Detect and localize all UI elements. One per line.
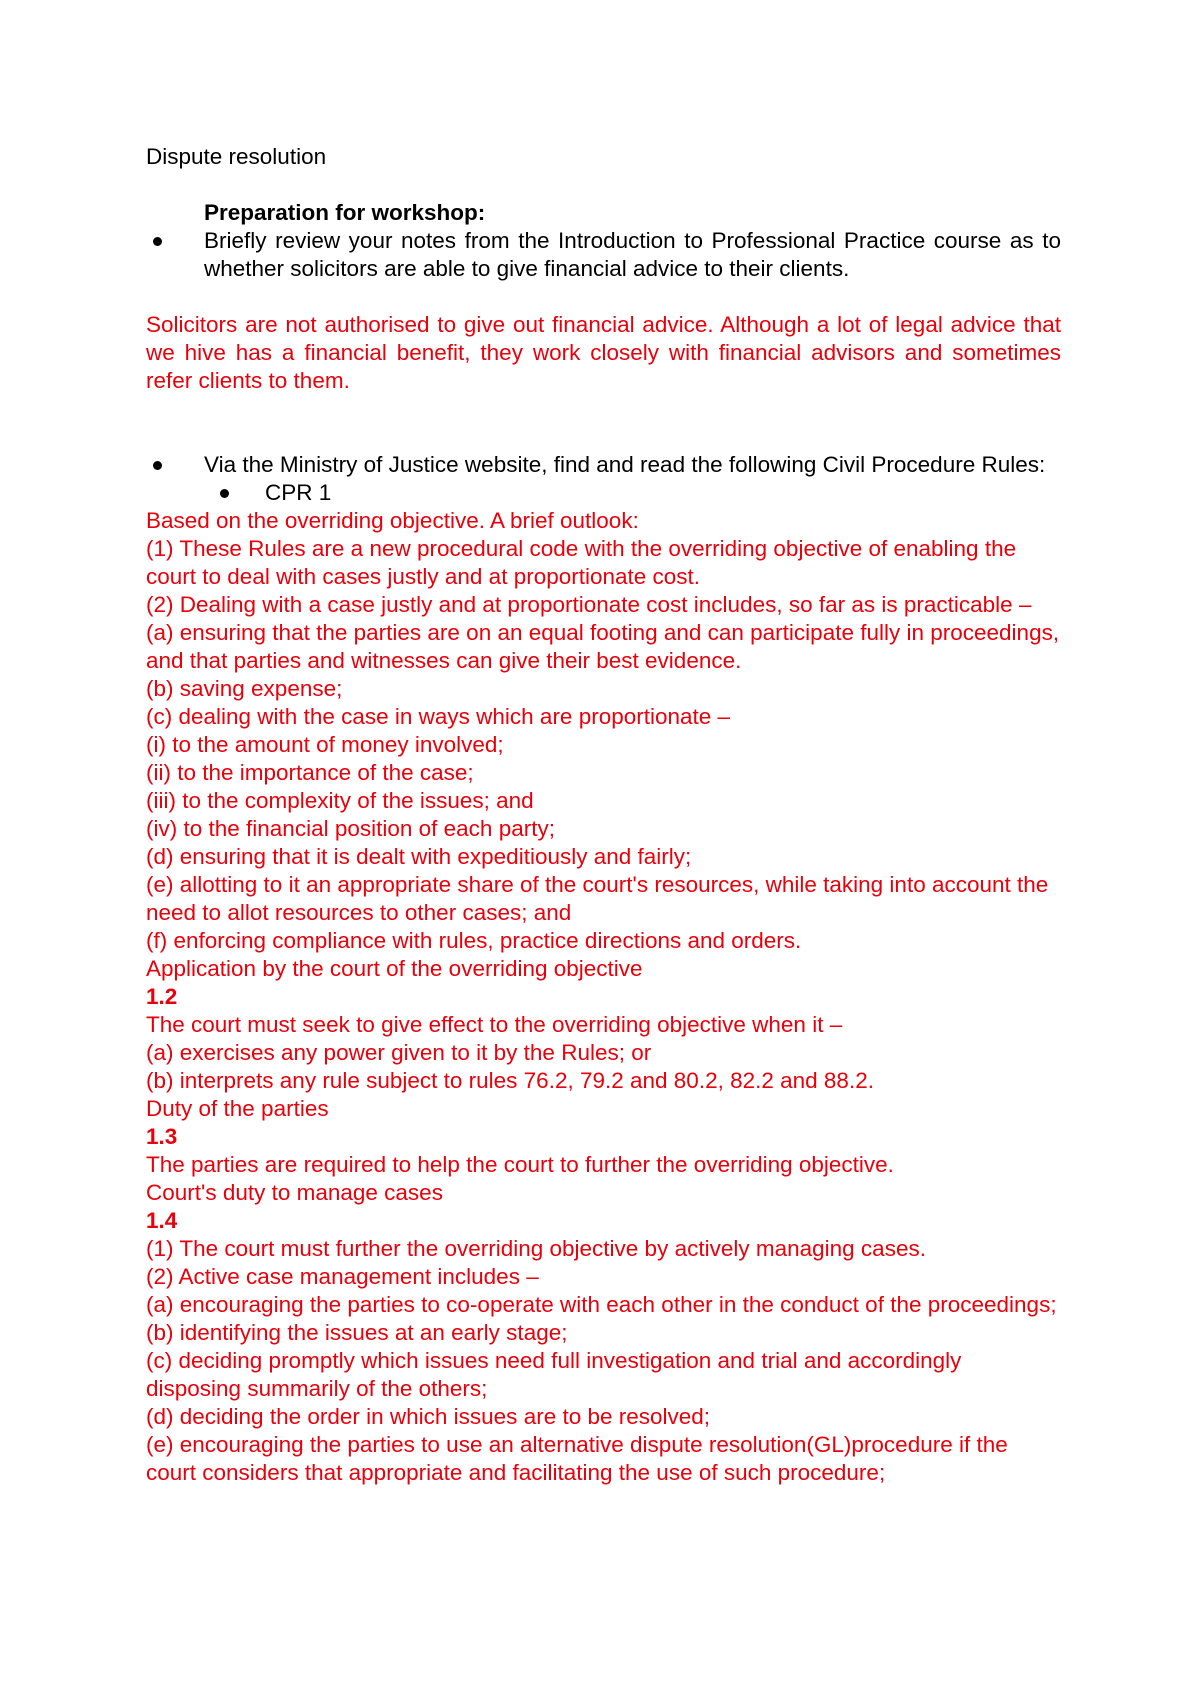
task-item-read-cpr <box>146 451 1061 479</box>
cpr-line: (f) enforcing compliance with rules, practice directions and orders. <box>146 928 802 953</box>
rule-line: (c) deciding promptly which issues need full investigation and trial and accordingly disposing summarily of the others; <box>146 1348 962 1401</box>
task-text: Via the Ministry of Justice website, find and read the following Civil Procedure Rules: <box>204 452 1046 477</box>
rule-line: (e) encouraging the parties to use an alternative dispute resolution(GL)procedure if the court considers that appropriate and facilitating the use of such procedure; <box>146 1432 1008 1485</box>
rule-line: (b) identifying the issues at an early stage; <box>146 1320 568 1345</box>
rule-line: (a) exercises any power given to it by the Rules; or <box>146 1040 652 1065</box>
rule-line: Court's duty to manage cases <box>146 1180 443 1205</box>
cpr-line: Based on the overriding objective. A brief outlook: <box>146 508 639 533</box>
rule-line: (a) encouraging the parties to co-operate with each other in the conduct of the proceedings; <box>146 1292 1057 1317</box>
rule-line: The court must seek to give effect to the overriding objective when it – <box>146 1012 843 1037</box>
task-text: Briefly review your notes from the Introduction to Professional Practice course as to whether solicitors are able to give financial advice to their clients. <box>204 228 1061 281</box>
cpr-line: (iv) to the financial position of each party; <box>146 816 555 841</box>
cpr-line: (2) Dealing with a case justly and at proportionate cost includes, so far as is practicable – <box>146 592 1032 617</box>
task-list-1 <box>146 227 1061 283</box>
document-title: Dispute resolution <box>146 144 327 169</box>
rule-line: (b) interprets any rule subject to rules 76.2, 79.2 and 80.2, 82.2 and 88.2. <box>146 1068 874 1093</box>
rule-number-1-4: 1.4 <box>146 1208 178 1233</box>
cpr-line: (1) These Rules are a new procedural code with the overriding objective of enabling the court to deal with cases justly and at proportionate cost. <box>146 536 1017 589</box>
cpr-line: Application by the court of the overriding objective <box>146 956 643 981</box>
sub-task-text: CPR 1 <box>265 480 332 505</box>
cpr-line: (iii) to the complexity of the issues; and <box>146 788 534 813</box>
answer-paragraph: Solicitors are not authorised to give out financial advice. Although a lot of legal advice that we hive has a financial benefit, they work closely with financial advisors and sometimes refer clients to them. <box>146 312 1061 393</box>
task-list-2 <box>146 451 1061 479</box>
rule-line: (d) deciding the order in which issues are to be resolved; <box>146 1404 711 1429</box>
cpr-line: (a) ensuring that the parties are on an equal footing and can participate fully in proceedings, and that parties and witnesses can give their best evidence. <box>146 620 1060 673</box>
task-item-review-notes <box>146 227 1061 283</box>
rule-number-1-3: 1.3 <box>146 1124 178 1149</box>
cpr-line: (c) dealing with the case in ways which are proportionate – <box>146 704 731 729</box>
preparation-heading: Preparation for workshop: <box>204 200 486 225</box>
sub-task-list <box>146 479 1061 507</box>
cpr-line: (ii) to the importance of the case; <box>146 760 474 785</box>
rule-line: (2) Active case management includes – <box>146 1264 539 1289</box>
rule-line: Duty of the parties <box>146 1096 329 1121</box>
cpr-line: (i) to the amount of money involved; <box>146 732 504 757</box>
cpr-line: (d) ensuring that it is dealt with expeditiously and fairly; <box>146 844 692 869</box>
cpr-text-block <box>146 507 1061 1487</box>
document-content <box>146 143 1061 1487</box>
rule-line: The parties are required to help the court to further the overriding objective. <box>146 1152 894 1177</box>
spacer <box>146 423 1061 451</box>
cpr-line: (e) allotting to it an appropriate share of the court's resources, while taking into account the need to allot resources to other cases; and <box>146 872 1049 925</box>
rule-line: (1) The court must further the overriding objective by actively managing cases. <box>146 1236 926 1261</box>
rule-number-1-2: 1.2 <box>146 984 178 1009</box>
sub-task-item-cpr-1 <box>146 479 1061 507</box>
cpr-line: (b) saving expense; <box>146 676 343 701</box>
